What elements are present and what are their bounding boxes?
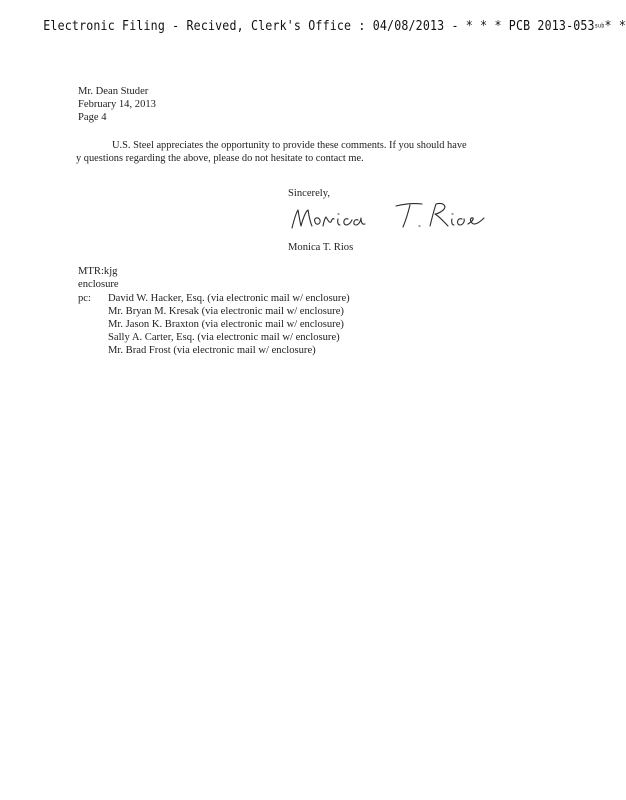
cc-item: Mr. Brad Frost (via electronic mail w/ enclosure) [108, 345, 316, 356]
filing-stamp [43, 18, 626, 34]
enclosure-note: enclosure [78, 279, 119, 290]
cc-item: Mr. Bryan M. Kresak (via electronic mail w/ enclosure) [108, 306, 344, 317]
closing: Sincerely, [288, 188, 330, 199]
cc-label: pc: [78, 293, 91, 304]
letter-date: February 14, 2013 [78, 99, 156, 110]
initials: MTR:kjg [78, 266, 118, 277]
filing-stamp-tail: * * [604, 18, 626, 34]
recipient-name: Mr. Dean Studer [78, 86, 149, 97]
signature-name: Monica T. Rios [288, 242, 354, 253]
cc-item: David W. Hacker, Esq. (via electronic mail w/ enclosure) [108, 293, 350, 304]
handwritten-signature [288, 198, 498, 234]
filing-stamp-text: Electronic Filing - Recived, Clerk's Office : 04/08/2013 - * * * PCB 2013-053 [43, 18, 595, 34]
cc-item: Sally A. Carter, Esq. (via electronic mail w/ enclosure) [108, 332, 340, 343]
body-line-2: y questions regarding the above, please do not hesitate to contact me. [76, 153, 364, 164]
cc-item: Mr. Jason K. Braxton (via electronic mail w/ enclosure) [108, 319, 344, 330]
page-number: Page 4 [78, 112, 107, 123]
filing-stamp-mark: sub [594, 22, 605, 30]
body-line-1: U.S. Steel appreciates the opportunity to provide these comments. If you should have [112, 140, 467, 151]
